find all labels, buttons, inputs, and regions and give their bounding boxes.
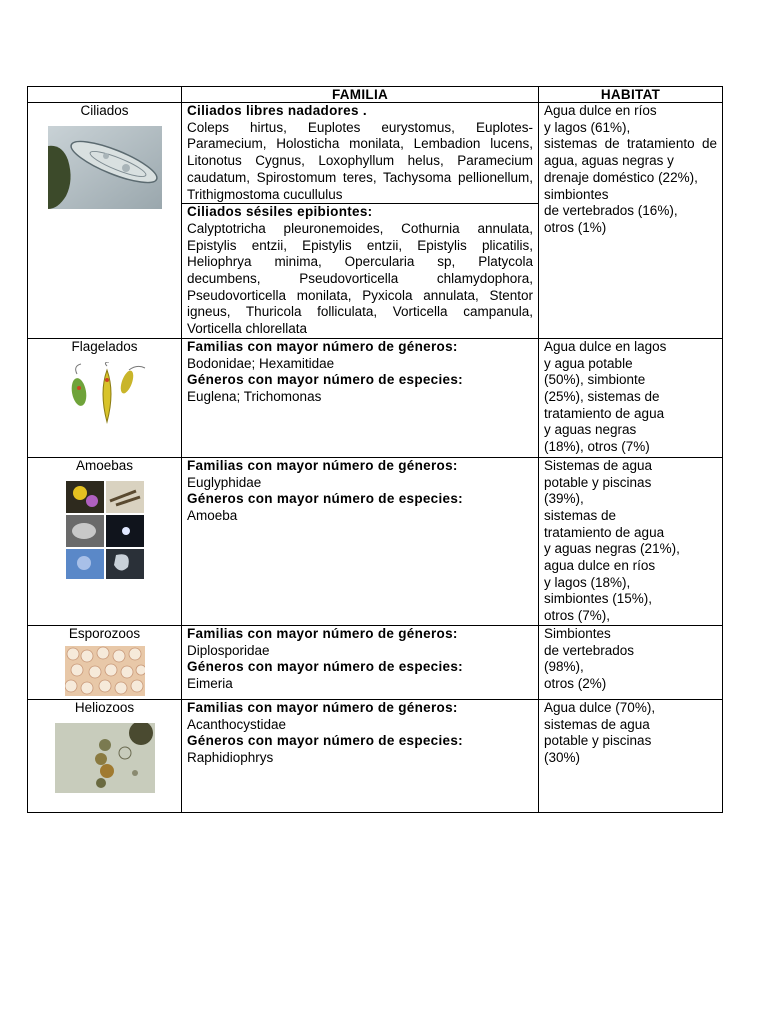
group-name: Heliozoos: [74, 699, 135, 715]
familia-generos: Diplosporidae: [187, 642, 270, 658]
familia-heading-generos: Familias con mayor número de géneros:: [187, 457, 458, 473]
name-cell: [28, 699, 182, 812]
name-cell: [28, 338, 182, 457]
name-cell: [28, 625, 182, 699]
familia-heading-generos: Familias con mayor número de géneros:: [187, 338, 458, 354]
ciliate-image: [48, 126, 162, 209]
familia-generos: Euglyphidae: [187, 474, 262, 490]
amoeba-image-grid: [66, 481, 144, 579]
group-name: Amoebas: [75, 457, 134, 473]
familia-cell: [182, 338, 539, 457]
familia-species: Calyptotricha pleuronemoides, Cothurnia annulata, Epistylis entzii, Epistylis entzii, Epistylis plicatilis, Heliophrya minima, Opercularia sp, Platycola decumbens, Pseudovorticella chlamydophora, Pseudovorticella monilata, Pyxicola annulata, Stentor igneus, Thuricola folliculata, Vorticella campanula, Vorticella chlorellata: [187, 220, 533, 337]
familia-heading-especies: Géneros con mayor número de especies:: [187, 372, 463, 388]
familia-especies: Eimeria: [187, 675, 233, 691]
familia-generos: Acanthocystidae: [187, 716, 287, 732]
familia-cell: [182, 699, 539, 812]
familia-heading-especies: Géneros con mayor número de especies:: [187, 733, 463, 749]
row-heliozoos: [28, 699, 723, 812]
flagellate-image: [63, 362, 147, 426]
protozoa-table: [27, 86, 723, 813]
familia-heading-especies: Géneros con mayor número de especies:: [187, 491, 463, 507]
familia-especies: Euglena; Trichomonas: [187, 388, 322, 404]
familia-especies: Raphidiophrys: [187, 749, 274, 765]
habitat-cell: Agua dulce en ríos y lagos (61%), sistemas de tratamiento de agua, aguas negras y drenaje doméstico (22%), simbiontes de vertebrados (16%), otros (1%): [539, 103, 723, 339]
header-row: [28, 87, 723, 103]
header-habitat: HABITAT: [539, 87, 723, 103]
familia-heading: Ciliados sésiles epibiontes:: [187, 204, 373, 220]
row-amoebas: [28, 457, 723, 625]
habitat-cell: Simbiontes de vertebrados (98%), otros (2%): [539, 625, 723, 699]
familia-heading-generos: Familias con mayor número de géneros:: [187, 699, 458, 715]
name-cell: [28, 103, 182, 339]
familia-especies: Amoeba: [187, 507, 238, 523]
header-familia: FAMILIA: [182, 87, 539, 103]
row-flagelados: [28, 338, 723, 457]
familia-generos: Bodonidae; Hexamitidae: [187, 355, 335, 371]
habitat-cell: Agua dulce en lagos y agua potable (50%), simbionte (25%), sistemas de tratamiento de agua y aguas negras (18%), otros (7%): [539, 338, 723, 457]
group-name: Esporozoos: [68, 625, 141, 641]
habitat-cell: Agua dulce (70%), sistemas de agua potable y piscinas (30%): [539, 699, 723, 812]
familia-cell: [182, 625, 539, 699]
familia-cell-sesiles: [182, 204, 539, 339]
familia-heading-generos: Familias con mayor número de géneros:: [187, 625, 458, 641]
name-cell: [28, 457, 182, 625]
familia-species: Coleps hirtus, Euplotes eurystomus, Euplotes-Paramecium, Holosticha monilata, Lembadion lucens, Litonotus Cygnus, Loxophyllum helus, Paramecium caudatum, Spirostomum teres, Tachysoma pellionellum, Trithigmostoma cucullulus: [187, 119, 533, 202]
sporozoa-image: [65, 646, 145, 696]
header-empty: [28, 87, 182, 103]
habitat-cell: Sistemas de agua potable y piscinas (39%), sistemas de tratamiento de agua y aguas negras (21%), agua dulce en ríos y lagos (18%), simbiontes (15%), otros (7%),: [539, 457, 723, 625]
familia-cell: [182, 457, 539, 625]
row-ciliados: [28, 103, 723, 204]
heliozoa-image: [55, 723, 155, 793]
group-name: Ciliados: [80, 103, 129, 118]
row-esporozoos: [28, 625, 723, 699]
familia-heading: Ciliados libres nadadores .: [187, 103, 367, 118]
familia-heading-especies: Géneros con mayor número de especies:: [187, 659, 463, 675]
familia-cell-libres: [182, 103, 539, 204]
group-name: Flagelados: [71, 338, 138, 354]
